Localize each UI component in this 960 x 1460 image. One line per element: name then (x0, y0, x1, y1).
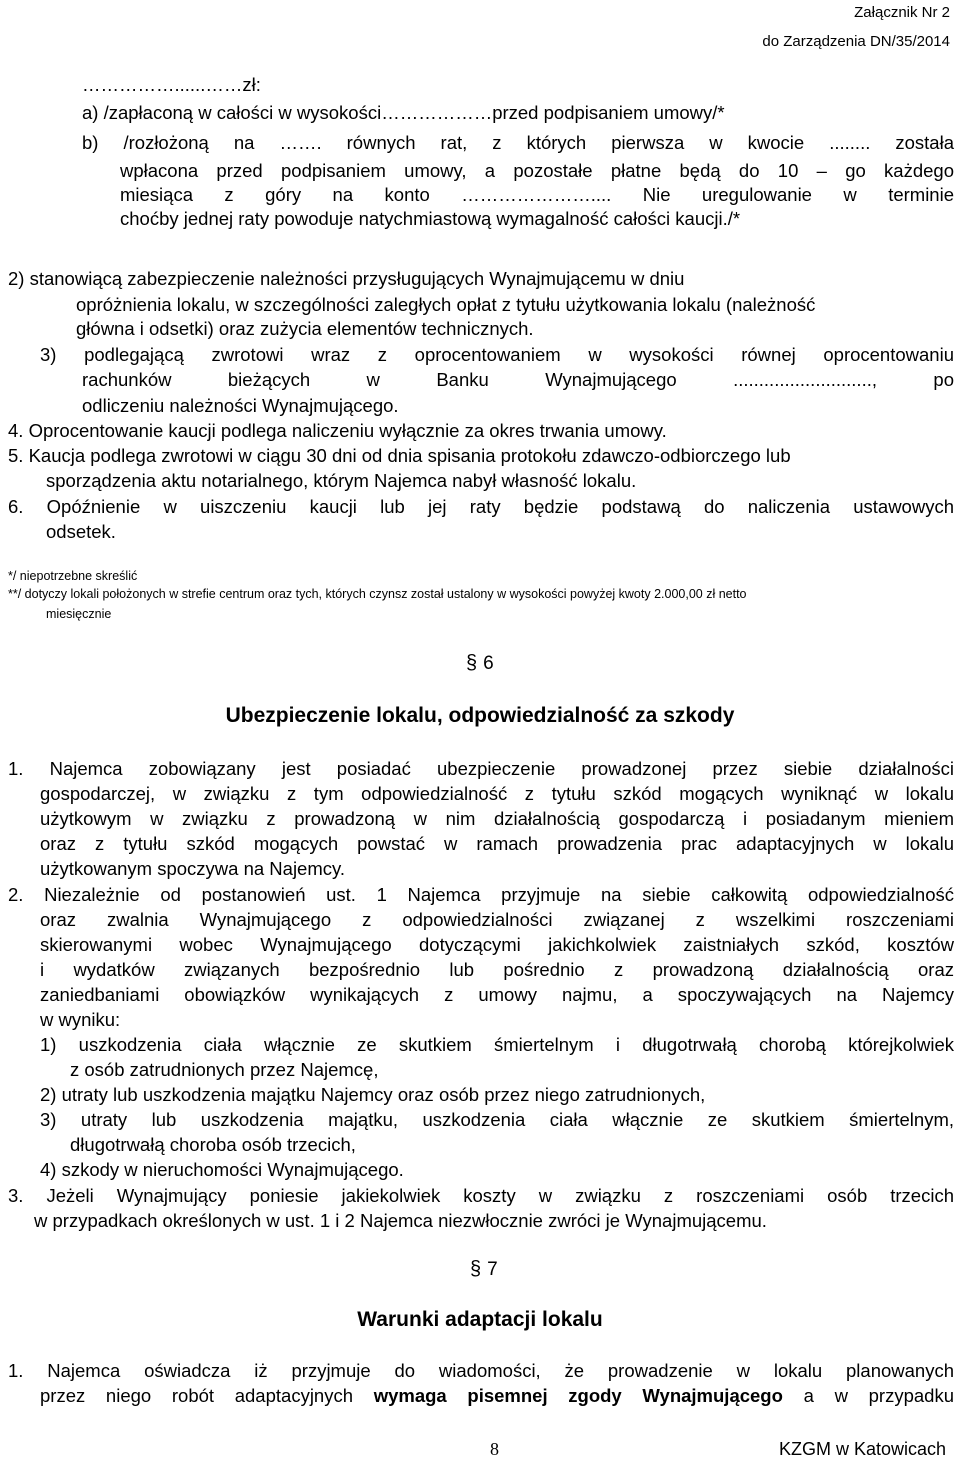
s6-sub1-line2: z osób zatrudnionych przez Najemcę, (70, 1059, 379, 1080)
attachment-label: Załącznik Nr 2 (854, 4, 950, 21)
section-sign-icon: § (466, 652, 478, 674)
s7-p1-line2 (40, 1383, 954, 1408)
s6-p2-line4: i wydatków związanych bezpośrednio lub pośrednio z prowadzoną działalnością oraz (40, 959, 954, 980)
item-3-line2: rachunków bieżących w Banku Wynajmującego ..........................., po (82, 369, 954, 390)
item-2-line1: 2) stanowiącą zabezpieczenie należności przysługujących Wynajmującemu w dniu (8, 268, 685, 289)
s6-p2-line3: skierowanymi wobec Wynajmującego dotyczącymi jakichkolwiek zaistniałych szkód, kosztów (40, 934, 954, 955)
option-b-line2: wpłacona przed podpisaniem umowy, a pozostałe płatne będą do 10 – go każdego (120, 160, 954, 181)
s6-sub4: 4) szkody w nieruchomości Wynajmującego. (40, 1159, 404, 1180)
option-a: a) /zapłaconą w całości w wysokości………………przed podpisaniem umowy/* (82, 102, 725, 123)
s7-p1-line2-start: przez niego robót adaptacyjnych (40, 1385, 374, 1406)
s6-p1-line1: 1. Najemca zobowiązany jest posiadać ubezpieczenie prowadzonej przez siebie działalności (8, 758, 954, 779)
item-2-line2: opróżnienia lokalu, w szczególności zaległych opłat z tytułu użytkowania lokalu (należność (76, 294, 816, 315)
s6-p1-line2: gospodarczej, w związku z tym odpowiedzialność z tytułu szkód mogących wyniknąć w lokalu (40, 783, 954, 804)
footer-org: KZGM w Katowicach (778, 1439, 946, 1459)
s7-p1-line1: 1. Najemca oświadcza iż przyjmuje do wiadomości, że prowadzenie w lokalu planowanych (8, 1360, 954, 1381)
s6-sub1-line1: 1) uszkodzenia ciała włącznie ze skutkiem śmiertelnym i długotrwałą chorobą którejkolwiek (40, 1034, 954, 1055)
s6-p3-line2: w przypadkach określonych w ust. 1 i 2 Najemca niezwłocznie zwróci je Wynajmującemu. (34, 1210, 767, 1231)
s6-p1-line5: użytkowanym spoczywa na Najemcy. (40, 858, 346, 879)
s6-p2-line2: oraz zwalnia Wynajmującego z odpowiedzialności związanej z wszelkimi roszczeniami (40, 909, 954, 930)
regulation-label: do Zarządzenia DN/35/2014 (762, 33, 950, 50)
footnote-2-cont: miesięcznie (46, 607, 112, 621)
s6-p2-line6: w wyniku: (40, 1009, 121, 1030)
para-5-line2: sporządzenia aktu notarialnego, którym Najemca nabył własność lokalu. (46, 470, 637, 491)
s6-sub3-line1: 3) utraty lub uszkodzenia majątku, uszkodzenia ciała włącznie ze skutkiem śmiertelnym, (40, 1109, 954, 1130)
footnote-2: **/ dotyczy lokali położonych w strefie centrum oraz tych, których czynsz został ustalony w wysokości powyżej kwoty 2.000,00 zł netto (8, 587, 747, 601)
section-7-title: Warunki adaptacji lokalu (357, 1308, 603, 1331)
section-sign-icon: § (470, 1258, 482, 1280)
footnote-1: */ niepotrzebne skreślić (8, 569, 138, 583)
amount-line: ……………......……zł: (82, 74, 261, 95)
s6-sub2: 2) utraty lub uszkodzenia majątku Najemcy oraz osób przez niego zatrudnionych, (40, 1084, 706, 1105)
option-b-line4: choćby jednej raty powoduje natychmiastową wymagalność całości kaucji./* (120, 208, 741, 229)
s6-p2-line1: 2. Niezależnie od postanowień ust. 1 Najemca przyjmuje na siebie całkowitą odpowiedzialność (8, 884, 954, 905)
section-7-number: 7 (487, 1259, 498, 1280)
s6-p1-line4: oraz z tytułu szkód mogących powstać w ramach prowadzenia prac adaptacyjnych w lokalu (40, 833, 954, 854)
s7-p1-line2-end: a w przypadku (782, 1385, 954, 1406)
s6-sub3-line2: długotrwałą choroba osób trzecich, (70, 1134, 356, 1155)
item-3-line1: 3) podlegającą zwrotowi wraz z oprocentowaniem w wysokości równej oprocentowaniu (40, 344, 954, 365)
item-2-line3: główna i odsetki) oraz zużycia elementów technicznych. (76, 318, 534, 339)
para-6-line1: 6. Opóźnienie w uiszczeniu kaucji lub jej raty będzie podstawą do naliczenia ustawowych (8, 496, 954, 517)
page-number: 8 (490, 1439, 499, 1459)
item-3-line3: odliczeniu należności Wynajmującego. (82, 395, 399, 416)
para-5-line1: 5. Kaucja podlega zwrotowi w ciągu 30 dni od dnia spisania protokołu zdawczo-odbiorczego lub (8, 445, 791, 466)
section-7-heading (470, 1258, 498, 1281)
s7-p1-line2-bold: wymaga pisemnej zgody Wynajmującego (373, 1385, 783, 1406)
para-4: 4. Oprocentowanie kaucji podlega naliczeniu wyłącznie za okres trwania umowy. (8, 420, 667, 441)
section-6-title: Ubezpieczenie lokalu, odpowiedzialność za szkody (225, 704, 735, 727)
s6-p1-line3: użytkowym w związku z prowadzoną w nim działalnością gospodarczą i posiadanym mieniem (40, 808, 954, 829)
option-b-line3: miesiąca z góry na konto ………………….... Nie uregulowanie w terminie (120, 184, 954, 205)
s6-p2-line5: zaniedbaniami obowiązków wynikających z umowy najmu, a spoczywających na Najemcy (40, 984, 954, 1005)
para-6-line2: odsetek. (46, 521, 116, 542)
section-6-heading (466, 652, 494, 675)
section-6-number: 6 (483, 653, 494, 674)
option-b-line1: b) /rozłożoną na ……. równych rat, z których pierwsza w kwocie ........ została (82, 132, 954, 153)
s6-p3-line1: 3. Jeżeli Wynajmujący poniesie jakiekolwiek koszty w związku z roszczeniami osób trzecich (8, 1185, 954, 1206)
